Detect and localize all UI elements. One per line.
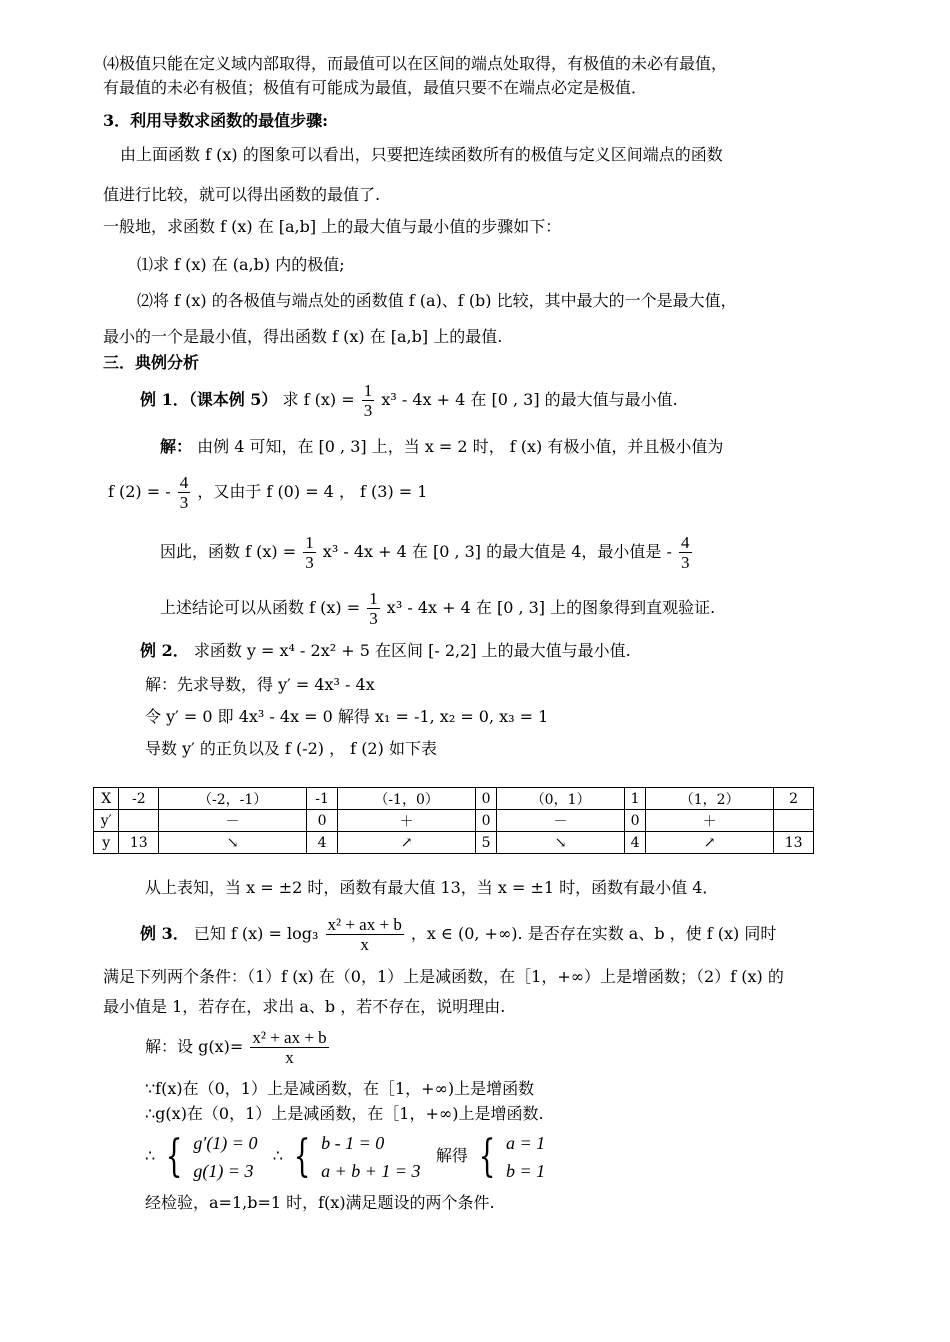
table-cell: [774, 810, 814, 832]
table-cell: 0: [625, 810, 646, 832]
table-row: [94, 788, 814, 810]
table-cell: -2: [119, 788, 159, 810]
example-2-question: 例 2． 求函数 y = x⁴ - 2x² + 5 在区间 [- 2,2] 上的最大值与最小值.: [140, 641, 631, 660]
table-cell: 13: [774, 832, 814, 854]
example-3-solution-1: 解：设 g(x)= $\frac{\text{x² + ax + b}}{x}$: [145, 1028, 327, 1067]
example-1-solution-2: f (2) = - $\frac{4}{3}$ ，又由于 f (0) = 4 ， f (3) = 1: [108, 473, 428, 512]
step-1: ⑴求 f (x) 在 (a,b) 内的极值;: [137, 255, 345, 274]
table-cell: （-1，0）: [338, 788, 476, 810]
table-cell: ＋: [646, 810, 774, 832]
table-cell: ↘: [159, 832, 307, 854]
example-2-conclusion: 从上表知，当 x = ±2 时，函数有最大值 13，当 x = ±1 时，函数有最小值 4．: [145, 878, 719, 897]
table-cell: y′: [94, 810, 119, 832]
para-extrema-note-2: 有最值的未必有极值；极值有可能成为最值，最值只要不在端点必定是极值．: [103, 78, 648, 97]
para-intro-2: 值进行比较，就可以得出函数的最值了.: [103, 185, 381, 204]
table-cell: 4: [307, 832, 338, 854]
system-solution: a = 1 b = 1: [506, 1132, 546, 1181]
system-ab: b - 1 = 0 a + b + 1 = 3: [321, 1132, 421, 1181]
example-1-solution-3: 因此，函数 f (x) = $\frac{1}{3}$ x³ - 4x + 4 在 [0 , 3] 的最大值是 4，最小值是 - $\frac{4}{3}$: [160, 533, 690, 572]
table-cell: ↗: [338, 832, 476, 854]
table-cell: ＋: [338, 810, 476, 832]
table-cell: 2: [774, 788, 814, 810]
example-1-label: 例 1．（课本例 5）: [140, 390, 278, 409]
table-cell: -1: [307, 788, 338, 810]
table-cell: 0: [476, 788, 497, 810]
heading-step3: 3．利用导数求函数的最值步骤:: [103, 111, 329, 130]
fraction-one-third: $\frac{1}{3}$: [363, 381, 373, 420]
example-3-question-3: 最小值是 1，若存在，求出 a、b ，若不存在，说明理由.: [103, 997, 506, 1016]
para-extrema-note-1: ⑷极值只能在定义域内部取得，而最值可以在区间的端点处取得，有极值的未必有最值，: [103, 54, 728, 73]
table-cell: 1: [625, 788, 646, 810]
system-g: g′(1) = 0 g(1) = 3: [193, 1132, 258, 1181]
table-row: [94, 810, 814, 832]
table-cell: －: [159, 810, 307, 832]
section-examples: 三．典例分析: [103, 353, 200, 372]
example-2-solution-1: 解：先求导数，得 y′ = 4x³ - 4x: [145, 675, 375, 694]
table-cell: （-2，-1）: [159, 788, 307, 810]
table-cell: ↘: [497, 832, 625, 854]
example-3-systems: ∴ { g′(1) = 0 g(1) = 3 ∴ { b - 1 = 0 a + b + 1 = 3 解得 { a = 1 b = 1: [145, 1126, 545, 1186]
example-2-label: 例 2．: [140, 641, 189, 660]
table-cell: 5: [476, 832, 497, 854]
table-cell: [119, 810, 159, 832]
example-2-solution-3: 导数 y′ 的正负以及 f (-2) ， f (2) 如下表: [145, 739, 437, 758]
table-cell: 4: [625, 832, 646, 854]
table-cell: X: [94, 788, 119, 810]
table-cell: （1，2）: [646, 788, 774, 810]
example-3-label: 例 3．: [140, 924, 189, 943]
table-cell: y: [94, 832, 119, 854]
example-2-solution-2: 令 y′ = 0 即 4x³ - 4x = 0 解得 x₁ = -1, x₂ = 0, x₃ = 1: [145, 707, 549, 726]
example-1-solution-4: 上述结论可以从函数 f (x) = $\frac{1}{3}$ x³ - 4x + 4 在 [0 , 3] 上的图象得到直观验证.: [160, 589, 716, 628]
fraction-four-thirds: $\frac{4}{3}$: [179, 473, 189, 512]
example-3-question-1: 例 3． 已知 f (x) = log₃ $\frac{\text{x² + ax + b}}{x}$ ，x ∈ (0, +∞). 是否存在实数 a、b ，使 f (x) 同时: [140, 915, 777, 954]
table-cell: （0，1）: [497, 788, 625, 810]
fraction-quadratic-over-x: $\frac{\text{x² + ax + b}}{x}$: [327, 915, 402, 954]
table-cell: 0: [476, 810, 497, 832]
table-row: [94, 832, 814, 854]
example-3-question-2: 满足下列两个条件：（1）f (x) 在（0，1）上是减函数，在［1，+∞）上是增函数；（2）f (x) 的: [103, 967, 784, 986]
step-2a: ⑵将 f (x) 的各极值与端点处的函数值 f (a)、f (b) 比较，其中最大的一个是最大值，: [137, 291, 737, 310]
table-cell: 0: [307, 810, 338, 832]
para-general: 一般地，求函数 f (x) 在 [a,b] 上的最大值与最小值的步骤如下：: [103, 217, 562, 236]
para-intro-1: 由上面函数 f (x) 的图象可以看出，只要把连续函数所有的极值与定义区间端点的函数: [120, 145, 723, 164]
example-1-question: 例 1．（课本例 5） 求 f (x) = $\frac{1}{3}$ x³ - 4x + 4 在 [0 , 3] 的最大值与最小值.: [140, 381, 678, 420]
table-cell: 13: [119, 832, 159, 854]
table-cell: ↗: [646, 832, 774, 854]
table-cell: －: [497, 810, 625, 832]
example-3-solution-3: ∴g(x)在（0，1）上是减函数，在［1，+∞)上是增函数.: [145, 1104, 544, 1123]
derivative-sign-table: [93, 787, 814, 854]
example-3-verification: 经检验，a=1,b=1 时，f(x)满足题设的两个条件.: [145, 1193, 495, 1212]
step-2b: 最小的一个是最小值，得出函数 f (x) 在 [a,b] 上的最值.: [103, 327, 503, 346]
example-1-solution-1: 解： 由例 4 可知，在 [0 , 3] 上，当 x = 2 时， f (x) 有极小值，并且极小值为: [160, 437, 724, 456]
example-3-solution-2: ∵f(x)在（0，1）上是减函数，在［1，+∞)上是增函数: [145, 1079, 535, 1098]
